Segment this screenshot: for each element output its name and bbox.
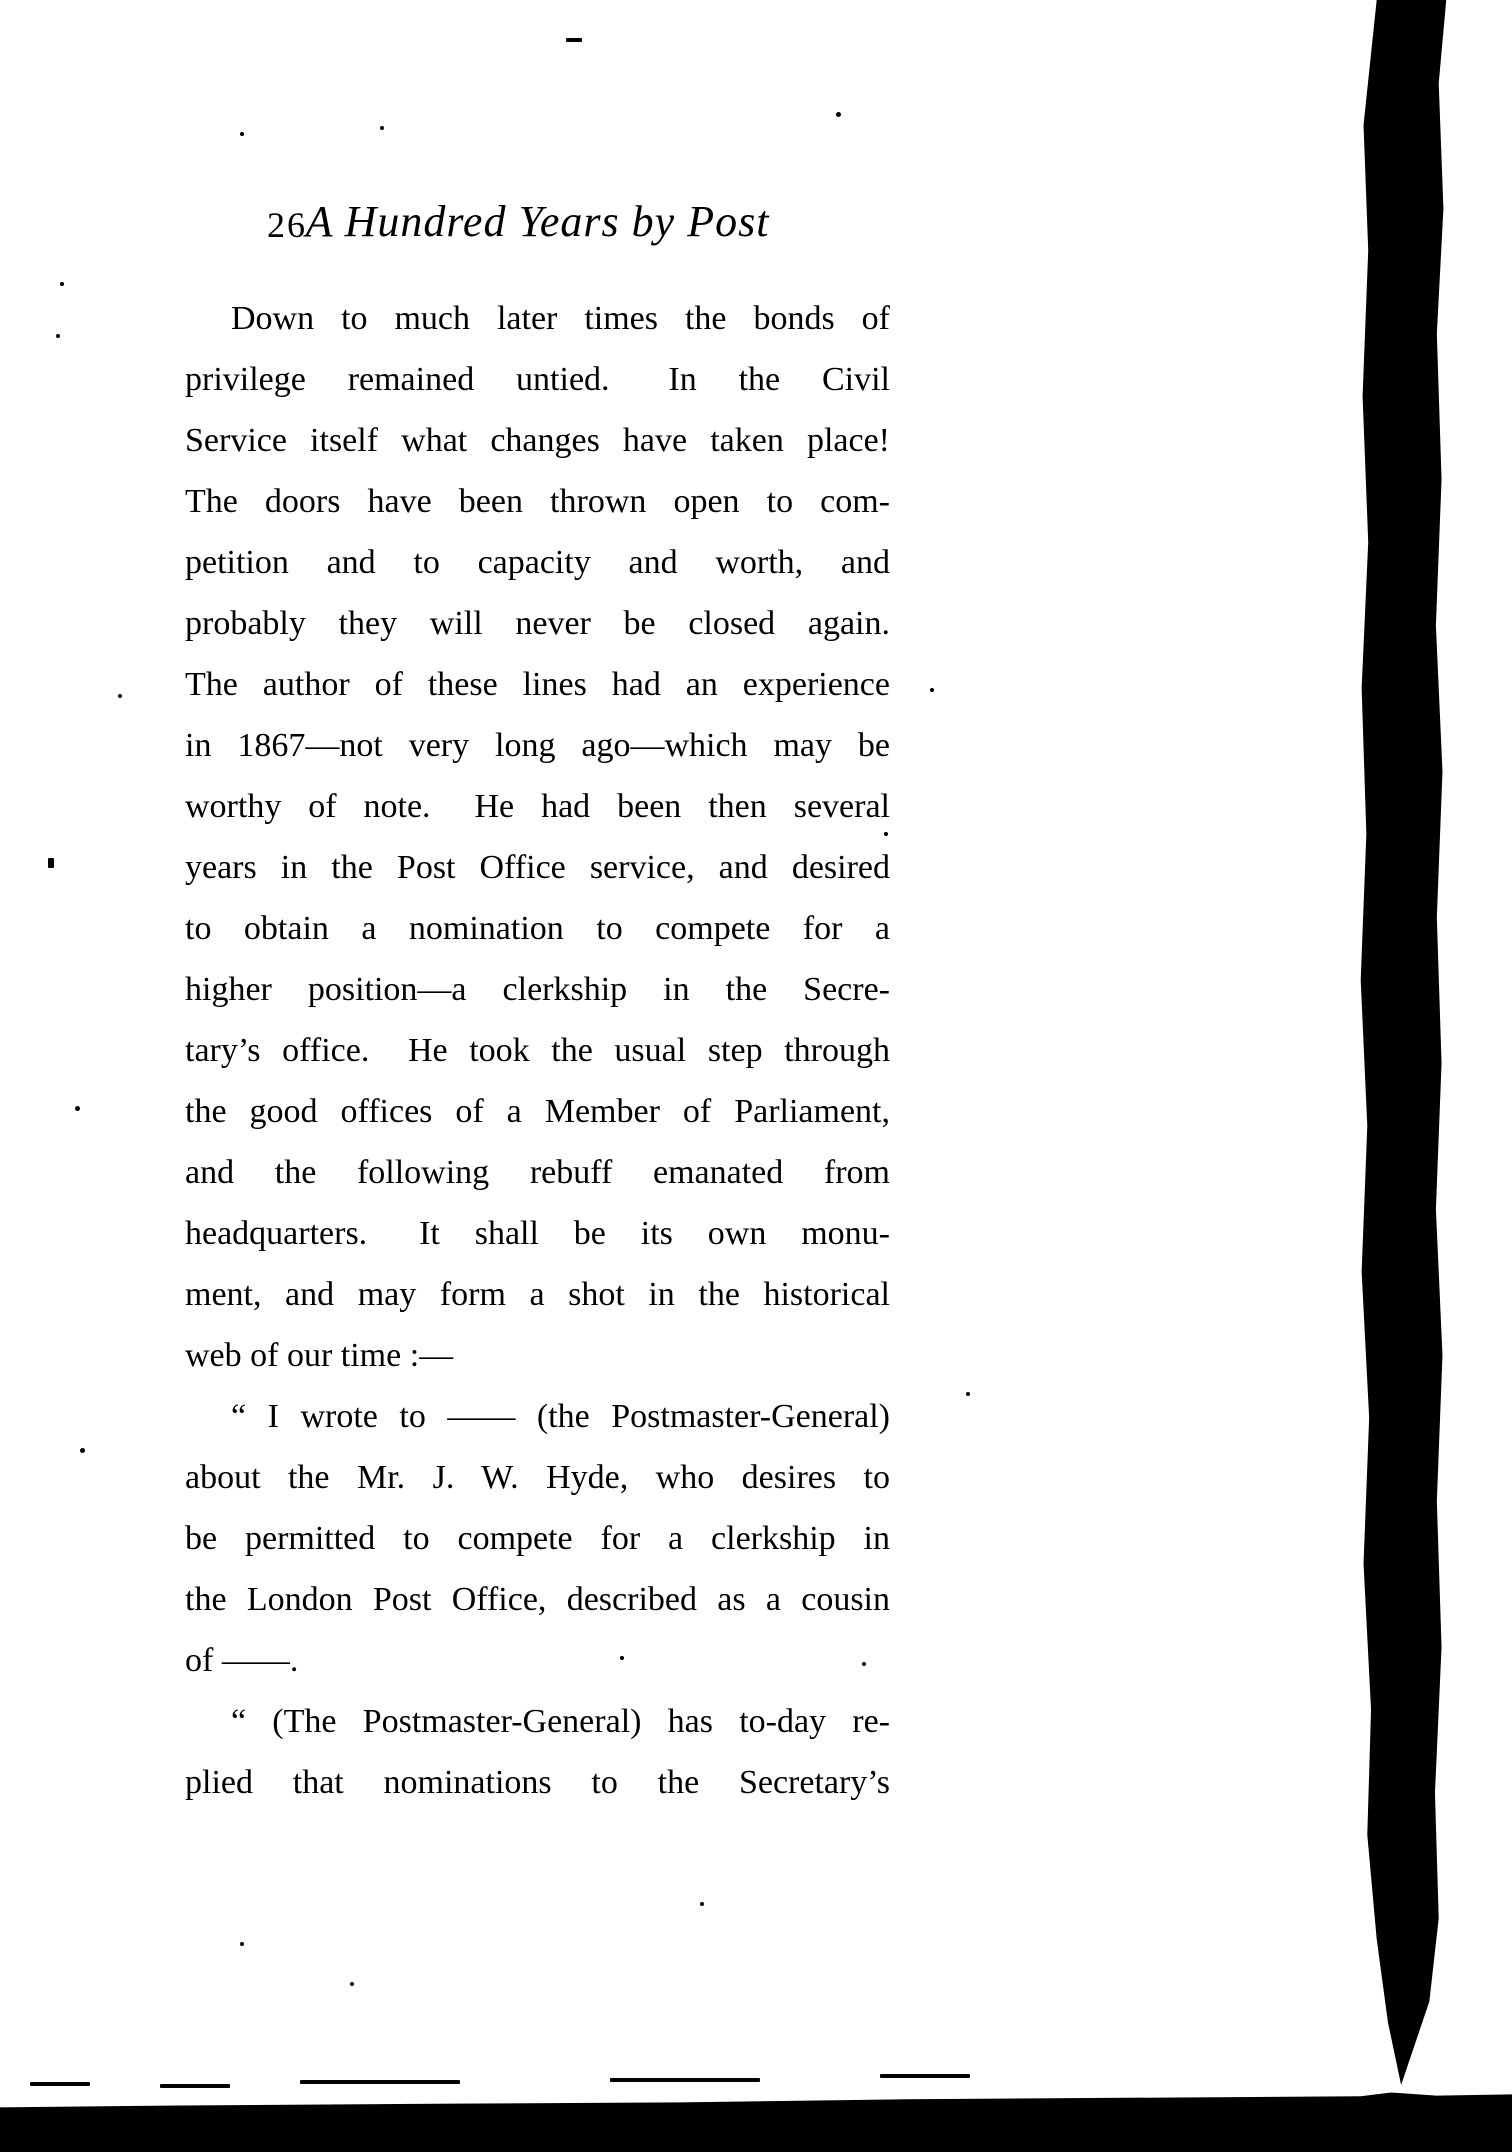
text-line: worthy of note. He had been then several (185, 788, 890, 825)
scan-speck (700, 1902, 704, 1906)
scan-speck (80, 1448, 85, 1453)
page-text (185, 288, 890, 1813)
scan-speck (48, 858, 54, 868)
text-line: “ (The Postmaster-General) has to-day re- (231, 1703, 890, 1740)
text-line: web of our time :— (185, 1337, 454, 1374)
text-line: Service itself what changes have taken place! (185, 422, 890, 459)
scan-gutter-bar (1356, 0, 1450, 2085)
text-line: of ——. (185, 1642, 299, 1679)
scan-speck (836, 112, 841, 117)
scan-speck (75, 1106, 80, 1111)
scan-speck (30, 2082, 90, 2086)
scan-speck (884, 832, 888, 836)
text-line: years in the Post Office service, and desired (185, 849, 890, 886)
text-line: and the following rebuff emanated from (185, 1154, 890, 1191)
text-line: to obtain a nomination to compete for a (185, 910, 890, 947)
text-line: higher position—a clerkship in the Secre- (185, 971, 890, 1008)
page-number: 26 (267, 205, 307, 245)
scan-speck (380, 126, 384, 130)
scan-speck (56, 334, 60, 338)
text-line: privilege remained untied. In the Civil (185, 361, 890, 398)
scan-speck (240, 132, 244, 136)
scan-speck (240, 1942, 244, 1946)
running-title: A Hundred Years by Post (305, 197, 770, 246)
text-line: tary’s office. He took the usual step through (185, 1032, 890, 1069)
scan-speck (300, 2080, 460, 2084)
page-header (185, 196, 890, 254)
text-line: The author of these lines had an experience (185, 666, 890, 703)
scan-speck (880, 2074, 970, 2078)
text-line: Down to much later times the bonds of (231, 300, 890, 337)
scan-speck (160, 2084, 230, 2088)
scan-speck (930, 688, 934, 692)
text-line: ment, and may form a shot in the historical (185, 1276, 890, 1313)
text-line: headquarters. It shall be its own monu- (185, 1215, 890, 1252)
scan-speck (620, 1656, 624, 1660)
scan-speck (966, 1392, 970, 1396)
scan-speck (610, 2078, 760, 2082)
scan-speck (118, 694, 122, 698)
text-line: “ I wrote to —— (the Postmaster-General) (231, 1398, 890, 1435)
text-line: plied that nominations to the Secretary’s (185, 1764, 890, 1801)
scan-speck (566, 38, 582, 42)
text-line: The doors have been thrown open to com- (185, 483, 890, 520)
text-line: be permitted to compete for a clerkship in (185, 1520, 890, 1557)
scan-bottom-band (0, 2090, 1512, 2152)
text-line: the good offices of a Member of Parliament, (185, 1093, 890, 1130)
scan-speck (862, 1662, 866, 1666)
text-line: in 1867—not very long ago—which may be (185, 727, 890, 764)
text-line: about the Mr. J. W. Hyde, who desires to (185, 1459, 890, 1496)
text-line: the London Post Office, described as a cousin (185, 1581, 890, 1618)
scan-speck (60, 282, 64, 286)
text-line: petition and to capacity and worth, and (185, 544, 890, 581)
text-line: probably they will never be closed again. (185, 605, 890, 642)
scan-speck (350, 1982, 354, 1986)
